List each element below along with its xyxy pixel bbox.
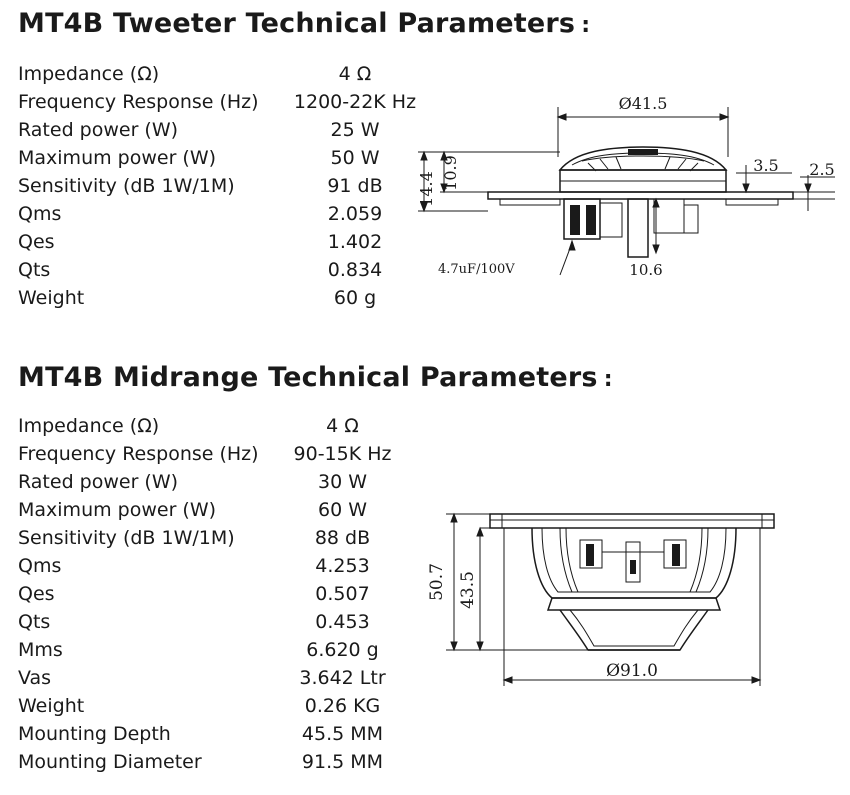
tweeter-dimension-drawing [410,85,840,285]
table-row [18,496,405,524]
param-value: 88 dB [314,527,371,549]
param-label: Vas [18,667,52,689]
tweeter-flange-depth-label: 3.5 [753,156,779,175]
param-label: Qms [18,203,62,225]
tweeter-height-body-label: 10.9 [441,155,460,191]
param-value: 25 W [330,119,380,141]
table-row [18,284,430,312]
table-row [18,60,430,88]
param-value: 2.059 [327,203,383,225]
param-value: 4.253 [315,555,370,577]
table-row [18,580,405,608]
tweeter-title-colon: : [581,13,591,38]
tweeter-title-text: MT4B Tweeter Technical Parameters [18,8,576,39]
tweeter-flange-thickness-label: 2.5 [809,160,835,179]
param-label: Rated power (W) [18,119,179,141]
midrange-height-total-label: 50.7 [427,563,447,601]
param-label: Qms [18,555,62,577]
param-label: Qts [18,611,51,633]
table-row [18,116,430,144]
param-value: 91 dB [327,175,383,197]
param-label: Mounting Depth [18,723,171,745]
table-row [18,664,405,692]
table-row [18,524,405,552]
param-label: Rated power (W) [18,471,179,493]
table-row [18,440,405,468]
param-label: Frequency Response (Hz) [18,91,259,113]
param-label: Qes [18,583,55,605]
tweeter-terminal-depth-label: 10.6 [629,261,663,279]
param-value: 0.507 [315,583,370,605]
param-value: 4 Ω [326,415,359,437]
param-label: Weight [18,695,85,717]
table-row [18,608,405,636]
param-value: 0.453 [315,611,370,633]
tweeter-diameter-label: Ø41.5 [618,94,668,113]
table-row [18,748,405,776]
table-row [18,228,430,256]
midrange-height-body-label: 43.5 [458,571,478,609]
table-row [18,88,430,116]
param-value: 50 W [330,147,380,169]
table-row [18,636,405,664]
param-value: 0.834 [327,259,383,281]
tweeter-section-title [18,8,590,39]
table-row [18,468,405,496]
table-row [18,256,430,284]
param-label: Maximum power (W) [18,147,217,169]
midrange-title-colon: : [603,367,613,392]
param-value: 3.642 Ltr [299,667,386,689]
tweeter-capacitor-label: 4.7uF/100V [438,262,515,277]
midrange-diameter-label: Ø91.0 [606,661,658,681]
param-label: Impedance (Ω) [18,63,160,85]
midrange-section-title [18,362,613,393]
table-row [18,692,405,720]
param-label: Qes [18,231,55,253]
table-row [18,552,405,580]
tweeter-height-total-label: 14.4 [417,171,436,207]
tweeter-params-table [18,60,430,312]
param-value: 0.26 KG [304,695,381,717]
param-value: 1.402 [327,231,383,253]
param-label: Qts [18,259,51,281]
param-label: Impedance (Ω) [18,415,160,437]
param-value: 91.5 MM [301,751,384,773]
table-row [18,200,430,228]
param-label: Sensitivity (dB 1W/1M) [18,175,235,197]
midrange-title-text: MT4B Midrange Technical Parameters [18,362,598,393]
param-value: 60 W [317,499,367,521]
param-value: 6.620 g [306,639,379,661]
table-row [18,144,430,172]
table-row [18,412,405,440]
param-label: Frequency Response (Hz) [18,443,259,465]
param-label: Maximum power (W) [18,499,217,521]
param-label: Mounting Diameter [18,751,202,773]
param-value: 60 g [333,287,377,309]
table-row [18,720,405,748]
midrange-dimension-drawing [420,500,785,692]
midrange-params-table [18,412,405,776]
param-value: 45.5 MM [301,723,384,745]
param-value: 1200-22K Hz [293,91,417,113]
table-row [18,172,430,200]
param-value: 90-15K Hz [293,443,392,465]
param-label: Mms [18,639,63,661]
param-value: 30 W [317,471,367,493]
param-label: Sensitivity (dB 1W/1M) [18,527,235,549]
param-value: 4 Ω [338,63,372,85]
param-label: Weight [18,287,85,309]
